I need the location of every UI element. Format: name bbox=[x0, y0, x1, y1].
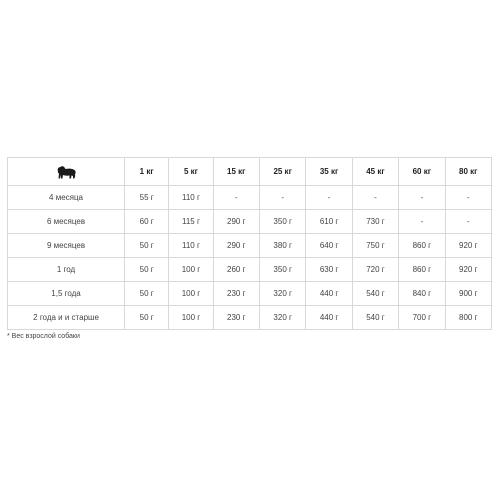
header-weight-5: 5 кг bbox=[169, 158, 213, 186]
header-weight-45: 45 кг bbox=[352, 158, 398, 186]
age-cell: 6 месяцев bbox=[8, 210, 125, 234]
portion-cell: 630 г bbox=[306, 258, 352, 282]
age-cell: 9 месяцев bbox=[8, 234, 125, 258]
portion-cell: 440 г bbox=[306, 306, 352, 330]
portion-cell: 230 г bbox=[213, 306, 259, 330]
portion-cell: 110 г bbox=[169, 234, 213, 258]
portion-cell: 50 г bbox=[125, 306, 169, 330]
portion-cell: 610 г bbox=[306, 210, 352, 234]
table-row bbox=[8, 282, 492, 306]
portion-cell: 920 г bbox=[445, 258, 491, 282]
portion-cell: 60 г bbox=[125, 210, 169, 234]
table-row bbox=[8, 210, 492, 234]
portion-cell: 540 г bbox=[352, 306, 398, 330]
header-weight-35: 35 кг bbox=[306, 158, 352, 186]
portion-cell: 730 г bbox=[352, 210, 398, 234]
portion-cell: 110 г bbox=[169, 186, 213, 210]
footnote: * Вес взрослой собаки bbox=[7, 333, 80, 340]
header-weight-15: 15 кг bbox=[213, 158, 259, 186]
portion-cell: 700 г bbox=[399, 306, 445, 330]
portion-cell: 540 г bbox=[352, 282, 398, 306]
table-row bbox=[8, 234, 492, 258]
portion-cell: 230 г bbox=[213, 282, 259, 306]
portion-cell: 350 г bbox=[259, 258, 305, 282]
portion-cell: - bbox=[399, 210, 445, 234]
dog-icon bbox=[55, 164, 77, 180]
portion-cell: 115 г bbox=[169, 210, 213, 234]
portion-cell: 840 г bbox=[399, 282, 445, 306]
portion-cell: 100 г bbox=[169, 258, 213, 282]
portion-cell: 55 г bbox=[125, 186, 169, 210]
portion-cell: 920 г bbox=[445, 234, 491, 258]
age-cell: 1 год bbox=[8, 258, 125, 282]
portion-cell: 860 г bbox=[399, 258, 445, 282]
table-row bbox=[8, 186, 492, 210]
table-row bbox=[8, 258, 492, 282]
portion-cell: 380 г bbox=[259, 234, 305, 258]
portion-cell: 290 г bbox=[213, 234, 259, 258]
age-cell: 2 года и и старше bbox=[8, 306, 125, 330]
portion-cell: 440 г bbox=[306, 282, 352, 306]
portion-cell: 640 г bbox=[306, 234, 352, 258]
portion-cell: 860 г bbox=[399, 234, 445, 258]
portion-cell: 50 г bbox=[125, 258, 169, 282]
table-header-row bbox=[8, 158, 492, 186]
portion-cell: - bbox=[259, 186, 305, 210]
header-weight-1: 1 кг bbox=[125, 158, 169, 186]
age-cell: 1,5 года bbox=[8, 282, 125, 306]
header-weight-60: 60 кг bbox=[399, 158, 445, 186]
portion-cell: 50 г bbox=[125, 234, 169, 258]
portion-cell: 290 г bbox=[213, 210, 259, 234]
portion-cell: 260 г bbox=[213, 258, 259, 282]
portion-cell: 320 г bbox=[259, 282, 305, 306]
portion-cell: 800 г bbox=[445, 306, 491, 330]
age-cell: 4 месяца bbox=[8, 186, 125, 210]
portion-cell: - bbox=[399, 186, 445, 210]
portion-cell: 100 г bbox=[169, 282, 213, 306]
portion-cell: - bbox=[445, 210, 491, 234]
portion-cell: 50 г bbox=[125, 282, 169, 306]
portion-cell: - bbox=[306, 186, 352, 210]
portion-cell: 900 г bbox=[445, 282, 491, 306]
portion-cell: 350 г bbox=[259, 210, 305, 234]
portion-cell: 750 г bbox=[352, 234, 398, 258]
header-weight-80: 80 кг bbox=[445, 158, 491, 186]
table-row bbox=[8, 306, 492, 330]
portion-cell: 720 г bbox=[352, 258, 398, 282]
portion-cell: 100 г bbox=[169, 306, 213, 330]
feeding-table bbox=[7, 157, 492, 330]
portion-cell: - bbox=[445, 186, 491, 210]
header-icon-cell bbox=[8, 158, 125, 186]
portion-cell: 320 г bbox=[259, 306, 305, 330]
portion-cell: - bbox=[352, 186, 398, 210]
portion-cell: - bbox=[213, 186, 259, 210]
header-weight-25: 25 кг bbox=[259, 158, 305, 186]
